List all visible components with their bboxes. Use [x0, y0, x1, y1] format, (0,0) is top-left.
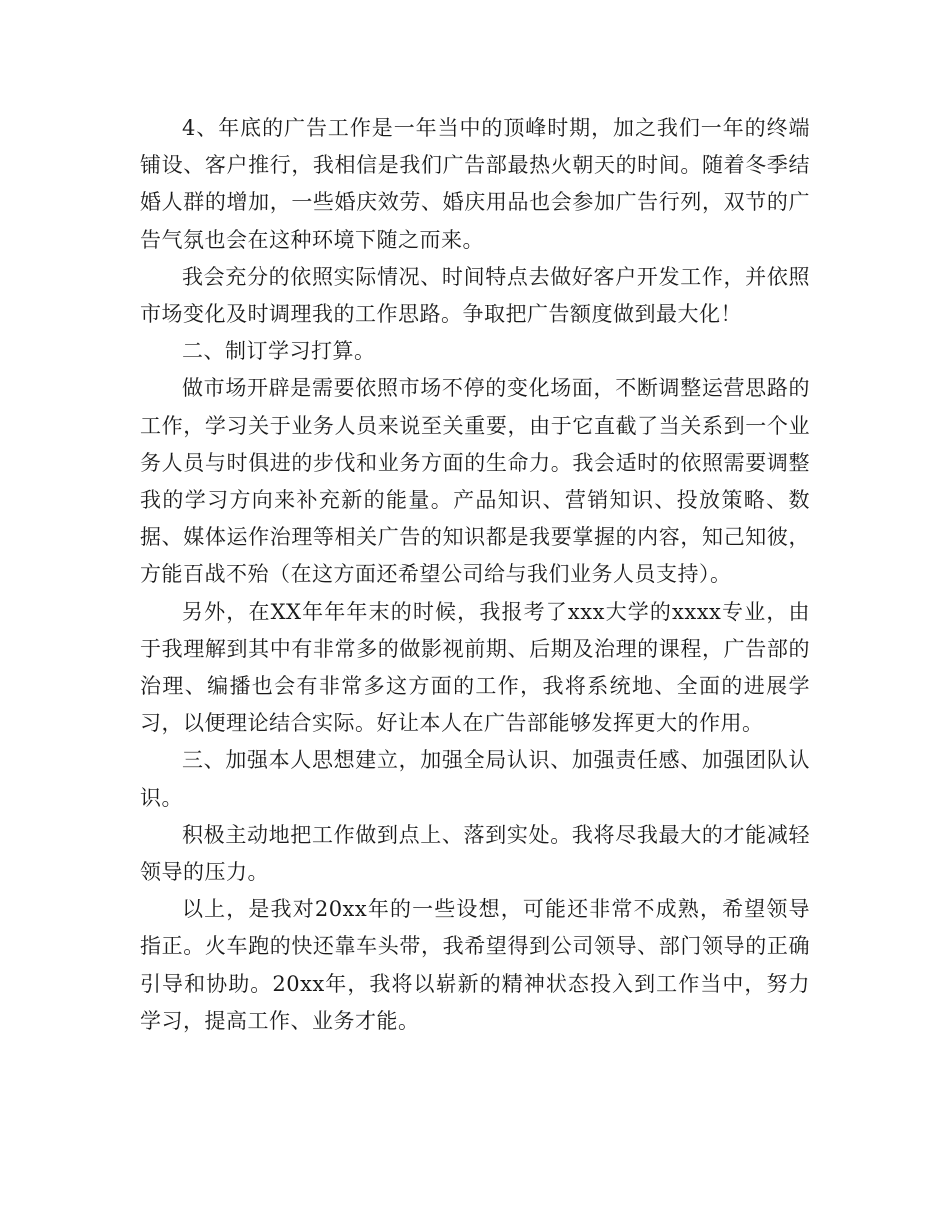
paragraph-conclusion: 以上，是我对20xx年的一些设想，可能还非常不成熟，希望领导指正。火车跑的快还靠车头带，我希望得到公司领导、部门领导的正确引导和协助。20xx年，我将以崭新的精神状态投入到工作当中，努力学习，提高工作、业务才能。 — [140, 897, 810, 1033]
document-body — [140, 110, 810, 1040]
paragraph-university-study: 另外，在XX年年年末的时候，我报考了xxx大学的xxxx专业，由于我理解到其中有非常多的做影视前期、后期及治理的课程，广告部的治理、编播也会有非常多这方面的工作，我将系统地、全面的进展学习，以便理论结合实际。好让本人在广告部能够发挥更大的作用。 — [140, 599, 810, 736]
heading-study-plan: 二、制订学习打算。 — [182, 339, 376, 364]
heading-strengthen-thinking: 三、加强本人思想建立，加强全局认识、加强责任感、加强团队认识。 — [140, 748, 810, 810]
paragraph-advertising-peak: 4、年底的广告工作是一年当中的顶峰时期，加之我们一年的终端铺设、客户推行，我相信是我们广告部最热火朝天的时间。随着冬季结婚人群的增加，一些婚庆效劳、婚庆用品也会参加广告行列，双节的广告气氛也会在这种环境下随之而来。 — [140, 116, 810, 252]
paragraph-client-development: 我会充分的依照实际情况、时间特点去做好客户开发工作，并依照市场变化及时调理我的工作思路。争取把广告额度做到最大化！ — [140, 264, 810, 327]
paragraph-proactive-work: 积极主动地把工作做到点上、落到实处。我将尽我最大的才能减轻领导的压力。 — [140, 822, 810, 885]
paragraph-learning: 做市场开辟是需要依照市场不停的变化场面，不断调整运营思路的工作，学习关于业务人员来说至关重要，由于它直截了当关系到一个业务人员与时俱进的步伐和业务方面的生命力。我会适时的依照需要调整我的学习方向来补充新的能量。产品知识、营销知识、投放策略、数据、媒体运作治理等相关广告的知识都是我要掌握的内容，知己知彼，方能百战不殆（在这方面还希望公司给与我们业务人员支持）。 — [140, 376, 810, 587]
